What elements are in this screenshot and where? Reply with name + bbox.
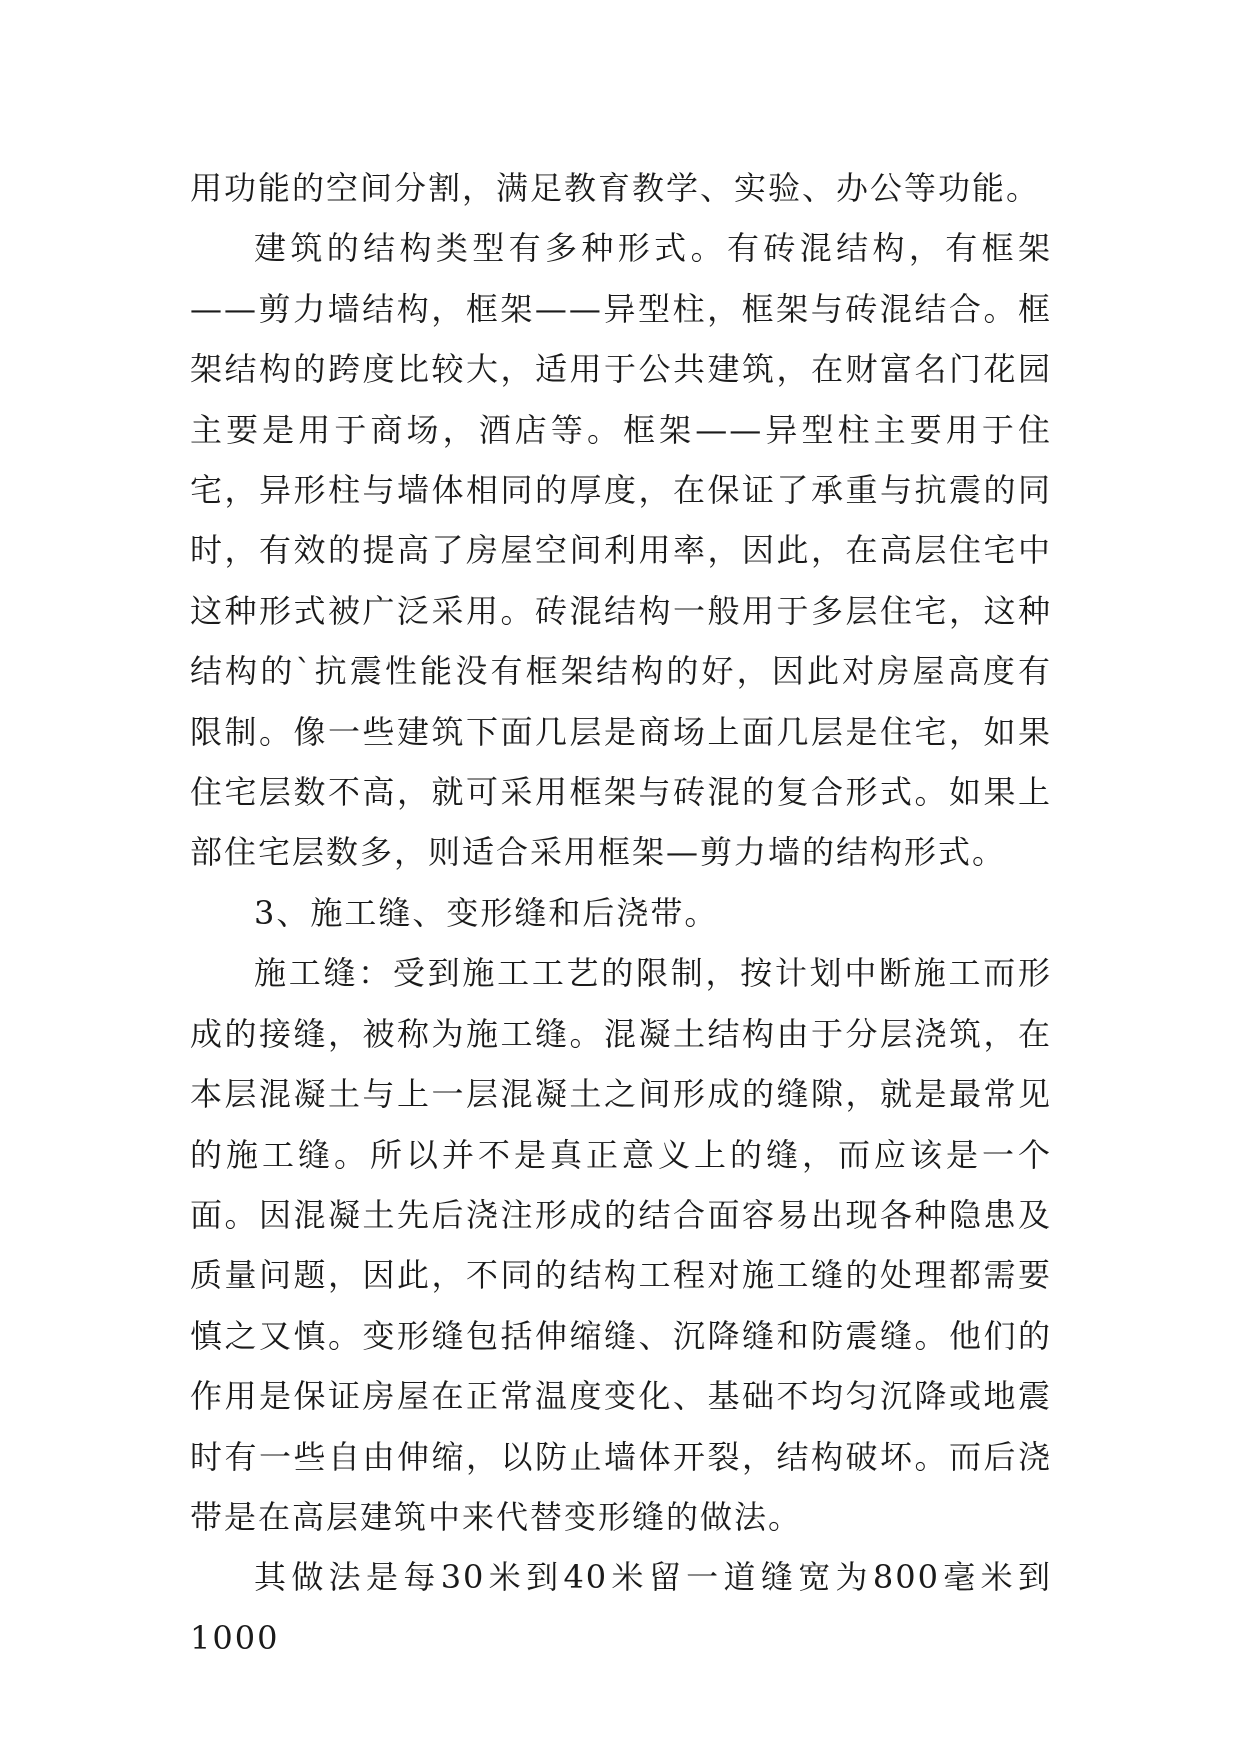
paragraph-construction-joints: 施工缝：受到施工工艺的限制，按计划中断施工而形成的接缝，被称为施工缝。混凝土结构由于分层浇筑，在本层混凝土与上一层混凝土之间形成的缝隙，就是最常见的施工缝。所以并不是真正意义上的缝，而应该是一个面。因混凝土先后浇注形成的结合面容易出现各种隐患及质量问题，因此，不同的结构工程对施工缝的处理都需要慎之又慎。变形缝包括伸缩缝、沉降缝和防震缝。他们的作用是保证房屋在正常温度变化、基础不均匀沉降或地震时有一些自由伸缩，以防止墙体开裂，结构破坏。而后浇带是在高层建筑中来代替变形缝的做法。 bbox=[190, 954, 1052, 1536]
paragraph-structure-types: 建筑的结构类型有多种形式。有砖混结构，有框架——剪力墙结构，框架——异型柱，框架与砖混结合。框架结构的跨度比较大，适用于公共建筑，在财富名门花园主要是用于商场，酒店等。框架——异型柱主要用于住宅，异形柱与墙体相同的厚度，在保证了承重与抗震的同时，有效的提高了房屋空间利用率，因此，在高层住宅中这种形式被广泛采用。砖混结构一般用于多层住宅，这种结构的`抗震性能没有框架结构的好，因此对房屋高度有限制。像一些建筑下面几层是商场上面几层是住宅，如果住宅层数不高，就可采用框架与砖混的复合形式。如果上部住宅层数多，则适合采用框架—剪力墙的结构形式。 bbox=[190, 229, 1052, 872]
paragraph-method: 其做法是每30米到40米留一道缝宽为800毫米到1000 bbox=[190, 1558, 1052, 1657]
document-body bbox=[190, 158, 1052, 1668]
section-heading-joints: 3、施工缝、变形缝和后浇带。 bbox=[254, 893, 719, 932]
paragraph-continuation: 用功能的空间分割，满足教育教学、实验、办公等功能。 bbox=[190, 169, 1041, 207]
